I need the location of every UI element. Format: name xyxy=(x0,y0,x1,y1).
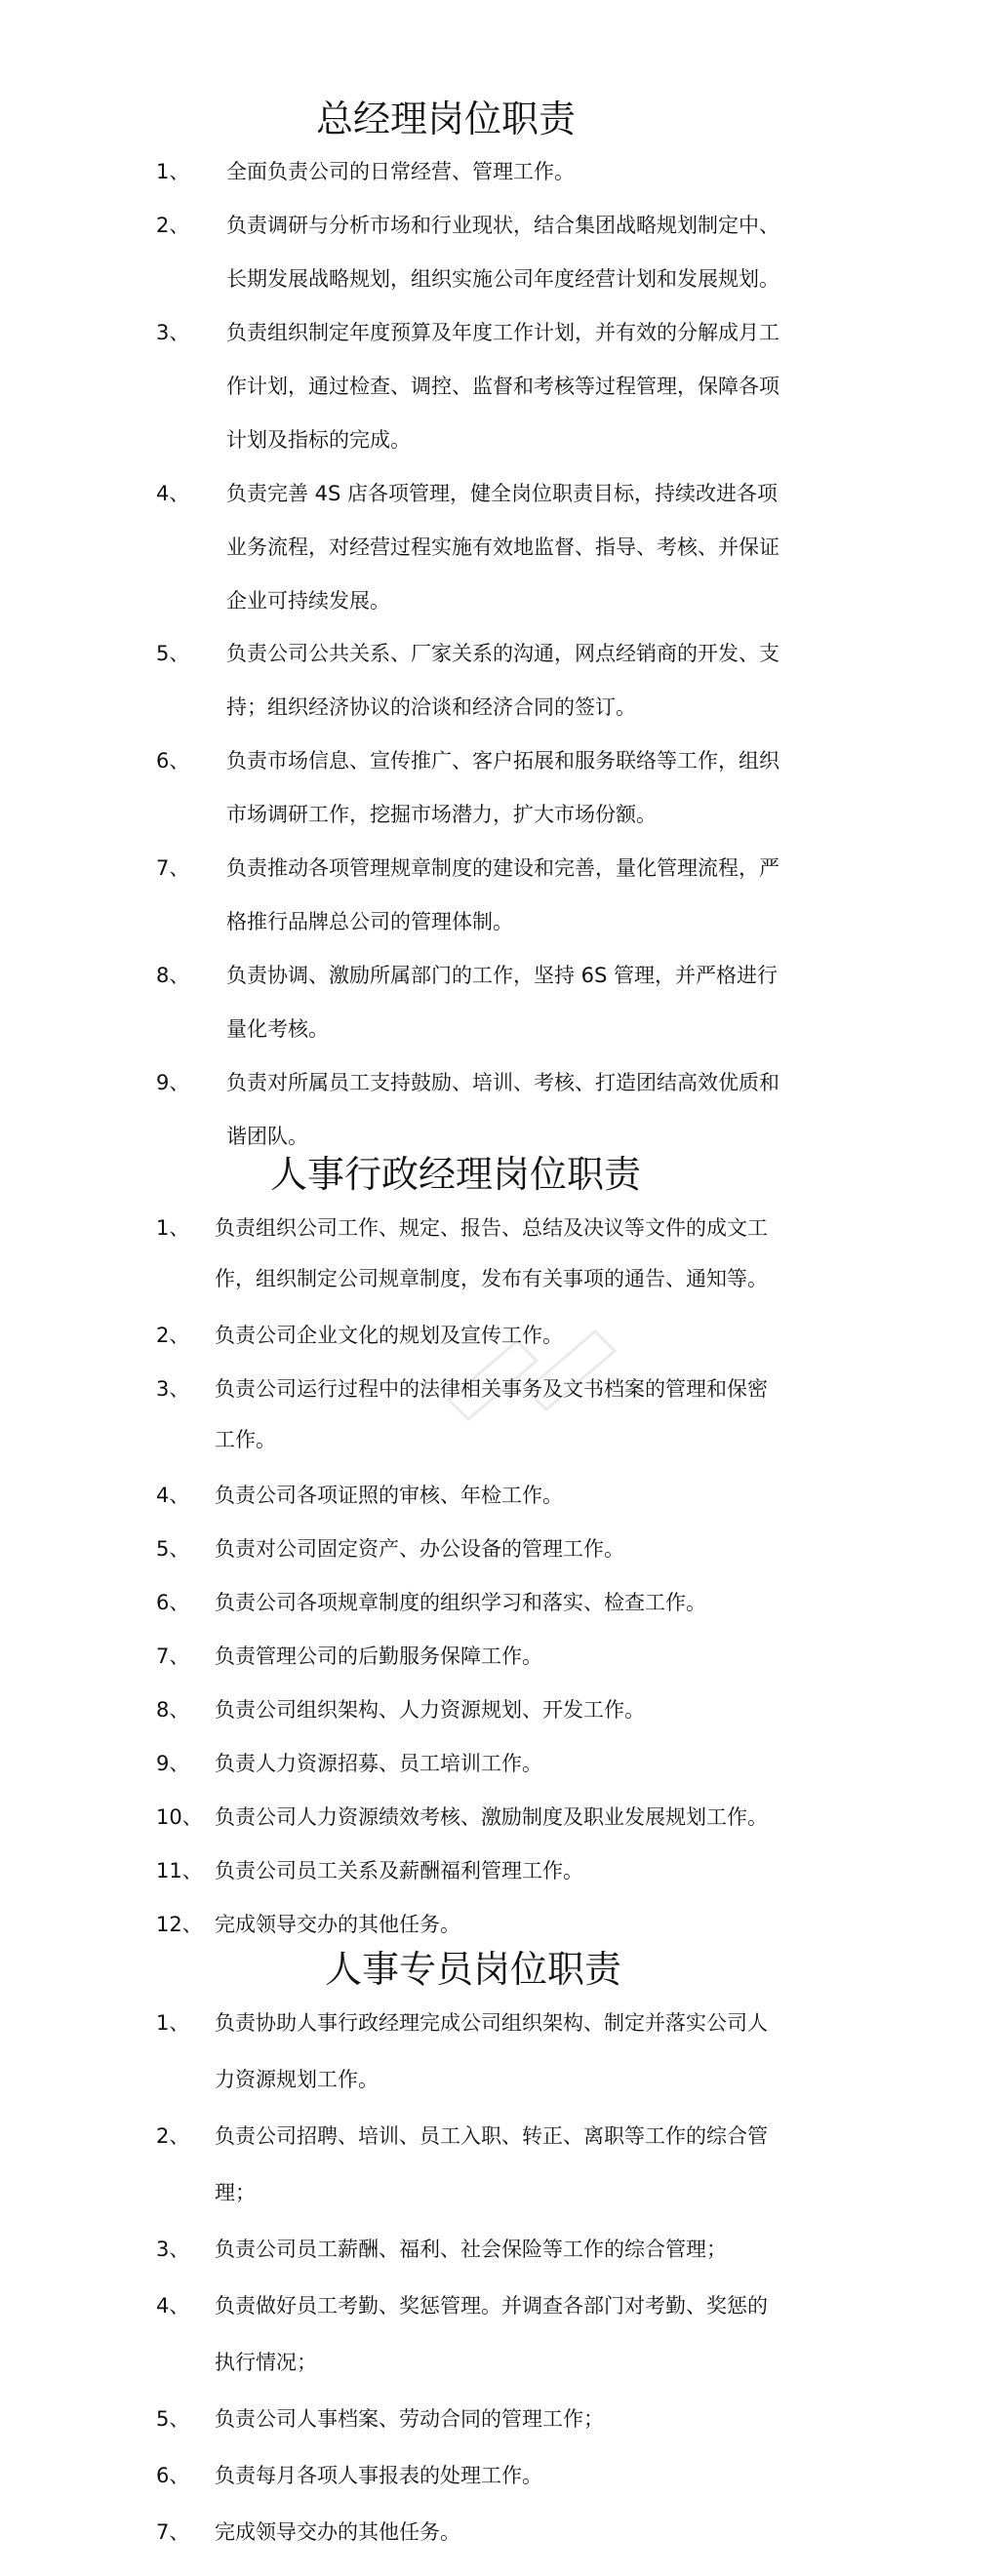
item-text: 负责组织制定年度预算及年度工作计划，并有效的分解成月工 xyxy=(226,321,779,344)
watermark-icon xyxy=(429,1312,624,1429)
item-text: 作，组织制定公司规章制度，发布有关事项的通告、通知等。 xyxy=(215,1267,768,1290)
item-number: 4、 xyxy=(156,2294,190,2318)
item-text: 负责公司员工薪酬、福利、社会保险等工作的综合管理； xyxy=(215,2238,727,2261)
item-number: 5、 xyxy=(156,642,190,665)
item-number: 2、 xyxy=(156,2124,190,2148)
item-text: 长期发展战略规划，组织实施公司年度经营计划和发展规划。 xyxy=(226,267,779,291)
item-text: 格推行品牌总公司的管理体制。 xyxy=(226,910,513,933)
item-number: 3、 xyxy=(156,2238,190,2261)
item-text: 负责人力资源招募、员工培训工作。 xyxy=(215,1752,542,1775)
item-text: 全面负责公司的日常经营、管理工作。 xyxy=(226,160,575,183)
item-number: 9、 xyxy=(156,1071,190,1094)
item-text: 负责完善 4S 店各项管理，健全岗位职责目标，持续改进各项 xyxy=(226,482,779,505)
item-text: 负责做好员工考勤、奖惩管理。并调查各部门对考勤、奖惩的 xyxy=(215,2294,768,2318)
item-text: 负责公司人力资源绩效考核、激励制度及职业发展规划工作。 xyxy=(215,1805,768,1829)
item-number: 3、 xyxy=(156,1377,190,1401)
item-number: 12、 xyxy=(156,1913,203,1936)
item-number: 4、 xyxy=(156,482,190,505)
item-number: 2、 xyxy=(156,1324,190,1347)
item-text: 负责协助人事行政经理完成公司组织架构、制定并落实公司人 xyxy=(215,2011,768,2035)
item-text: 力资源规划工作。 xyxy=(215,2068,379,2091)
section-title-hr-admin-manager: 人事行政经理岗位职责 xyxy=(270,1153,642,1196)
item-text: 量化考核。 xyxy=(226,1017,329,1041)
item-text: 工作。 xyxy=(215,1428,276,1451)
item-number: 4、 xyxy=(156,1484,190,1507)
item-text: 负责公司组织架构、人力资源规划、开发工作。 xyxy=(215,1698,645,1722)
item-text: 完成领导交办的其他任务。 xyxy=(215,2520,460,2544)
item-text: 负责组织公司工作、规定、报告、总结及决议等文件的成文工 xyxy=(215,1216,768,1240)
item-text: 负责公司员工关系及薪酬福利管理工作。 xyxy=(215,1859,583,1882)
item-text: 负责公司企业文化的规划及宣传工作。 xyxy=(215,1324,563,1347)
item-text: 谐团队。 xyxy=(226,1125,308,1148)
item-number: 9、 xyxy=(156,1752,190,1775)
item-text: 负责推动各项管理规章制度的建设和完善，量化管理流程，严 xyxy=(226,856,779,880)
item-text: 负责公司各项规章制度的组织学习和落实、检查工作。 xyxy=(215,1591,706,1614)
section-title-hr-specialist: 人事专员岗位职责 xyxy=(325,1948,622,1991)
item-number: 1、 xyxy=(156,2011,190,2035)
item-text: 负责对公司固定资产、办公设备的管理工作。 xyxy=(215,1537,624,1561)
item-text: 负责调研与分析市场和行业现状，结合集团战略规划制定中、 xyxy=(226,214,779,237)
item-text: 负责市场信息、宣传推广、客户拓展和服务联络等工作，组织 xyxy=(226,749,779,773)
item-text: 负责每月各项人事报表的处理工作。 xyxy=(215,2464,542,2487)
item-number: 6、 xyxy=(156,1591,190,1614)
item-text: 执行情况； xyxy=(215,2351,317,2374)
item-number: 7、 xyxy=(156,2520,190,2544)
item-text: 作计划，通过检查、调控、监督和考核等过程管理，保障各项 xyxy=(226,375,779,398)
item-number: 5、 xyxy=(156,1537,190,1561)
item-text: 负责公司运行过程中的法律相关事务及文书档案的管理和保密 xyxy=(215,1377,768,1401)
item-text: 企业可持续发展。 xyxy=(226,589,390,613)
item-number: 7、 xyxy=(156,1645,190,1668)
item-text: 计划及指标的完成。 xyxy=(226,428,411,452)
item-number: 11、 xyxy=(156,1859,203,1882)
item-number: 1、 xyxy=(156,160,190,183)
item-text: 负责管理公司的后勤服务保障工作。 xyxy=(215,1645,542,1668)
item-text: 负责协调、激励所属部门的工作，坚持 6S 管理，并严格进行 xyxy=(226,964,779,987)
item-number: 7、 xyxy=(156,856,190,880)
item-text: 业务流程，对经营过程实施有效地监督、指导、考核、并保证 xyxy=(226,535,779,559)
section-title-general-manager: 总经理岗位职责 xyxy=(316,98,577,140)
item-number: 3、 xyxy=(156,321,190,344)
item-number: 10、 xyxy=(156,1805,203,1829)
item-text: 完成领导交办的其他任务。 xyxy=(215,1913,460,1936)
item-number: 2、 xyxy=(156,214,190,237)
item-text: 负责对所属员工支持鼓励、培训、考核、打造团结高效优质和 xyxy=(226,1071,779,1094)
item-text: 持；组织经济协议的洽谈和经济合同的签订。 xyxy=(226,695,636,719)
item-text: 负责公司招聘、培训、员工入职、转正、离职等工作的综合管 xyxy=(215,2124,768,2148)
item-number: 5、 xyxy=(156,2407,190,2431)
item-number: 6、 xyxy=(156,749,190,773)
item-text: 负责公司公共关系、厂家关系的沟通，网点经销商的开发、支 xyxy=(226,642,779,665)
item-number: 1、 xyxy=(156,1216,190,1240)
item-number: 8、 xyxy=(156,964,190,987)
item-number: 6、 xyxy=(156,2464,190,2487)
item-text: 负责公司各项证照的审核、年检工作。 xyxy=(215,1484,563,1507)
item-number: 8、 xyxy=(156,1698,190,1722)
item-text: 市场调研工作，挖掘市场潜力，扩大市场份额。 xyxy=(226,803,657,826)
item-text: 理； xyxy=(215,2181,256,2204)
item-text: 负责公司人事档案、劳动合同的管理工作； xyxy=(215,2407,604,2431)
